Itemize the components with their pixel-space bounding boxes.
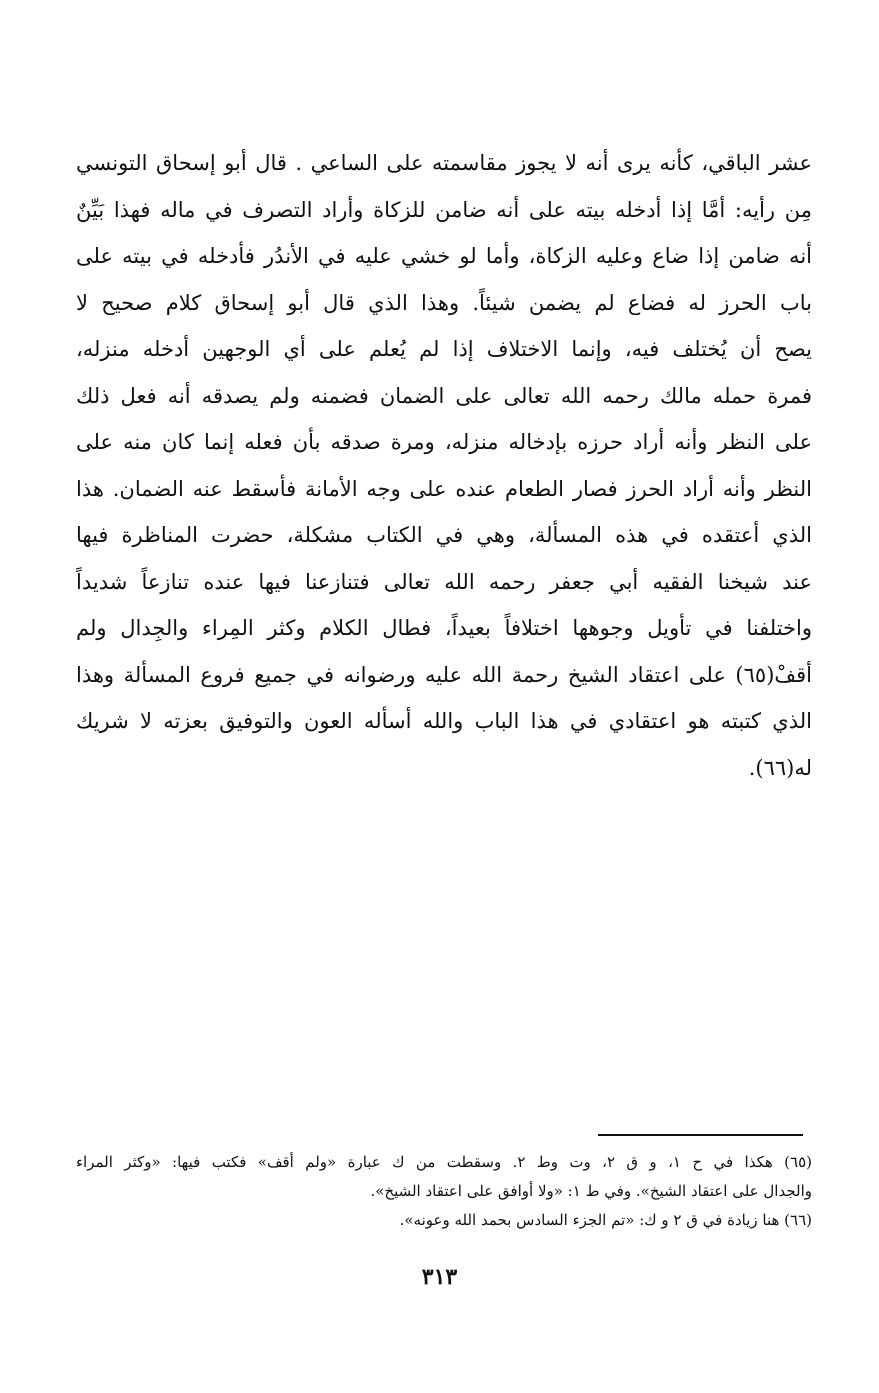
footnote-line: (٦٥) هكذا في ح ١، و ق ٢، وت وط ٢. وسقطت من ك عبارة «ولم أقف» فكتب فيها: «وكثر المراء [76,1153,812,1171]
text-line: الذي أعتقده في هذه المسألة، وهي في الكتاب مشكلة، حضرت المناظرة فيها [76,523,812,547]
page-number: ٣١٣ [421,1264,458,1290]
text-line: له(٦٦). [748,755,812,780]
text-line: واختلفنا في تأويل وجوهها اختلافاً بعيداً، فطال الكلام وكثر المِراء والجِدال ولم [76,616,812,640]
text-line: الذي كتبته هو اعتقادي في هذا الباب والله أسأله العون والتوفيق بعزته لا شريك [76,709,812,733]
text-line: يصح أن يُختلف فيه، وإنما الاختلاف إذا لم يُعلم على أي الوجهين أدخله منزله، [76,337,812,361]
text-line: فمرة حمله مالك رحمه الله تعالى على الضمان فضمنه ولم يصدقه أنه فعل ذلك [76,383,812,408]
text-line: النظر وأنه أراد الحرز فصار الطعام عنده على وجه الأمانة فأسقط عنه الضمان. هذا [76,476,812,501]
footnote-line: (٦٦) هنا زيادة في ق ٢ و ك: «تم الجزء السادس بحمد الله وعونه». [399,1211,812,1229]
text-line: على النظر وأنه أراد حرزه بإدخاله منزله، ومرة صدقه بأن فعله إنما كان منه على [76,430,812,454]
text-line: عند شيخنا الفقيه أبي جعفر رحمه الله تعالى فتنازعنا فيها عنده تنازعاً شديداً [76,569,812,594]
text-line: مِن رأيه: أمَّا إذا أدخله بيته على أنه ضامن للزكاة وأراد التصرف في ماله فهذا بَيِّنٌ [76,197,812,222]
footnote-line: والجدال على اعتقاد الشيخ». وفي ط ١: «ولا أوافق على اعتقاد الشيخ». [370,1182,812,1200]
text-line: عشر الباقي، كأنه يرى أنه لا يجوز مقاسمته على الساعي . قال أبو إسحاق التونسي [76,151,812,175]
text-line: أنه ضامن إذا ضاع وعليه الزكاة، وأما لو خشي عليه في الأندُر فأدخله في بيته على [76,244,812,268]
footnote-separator [598,1134,803,1136]
text-line: أقفْ(٦٥) على اعتقاد الشيخ رحمة الله عليه ورضوانه في جميع فروع المسألة وهذا [76,662,812,687]
main-text [76,140,812,791]
footnotes [76,1148,812,1235]
text-line: باب الحرز له فضاع لم يضمن شيئاً. وهذا الذي قال أبو إسحاق كلام صحيح لا [76,290,812,315]
